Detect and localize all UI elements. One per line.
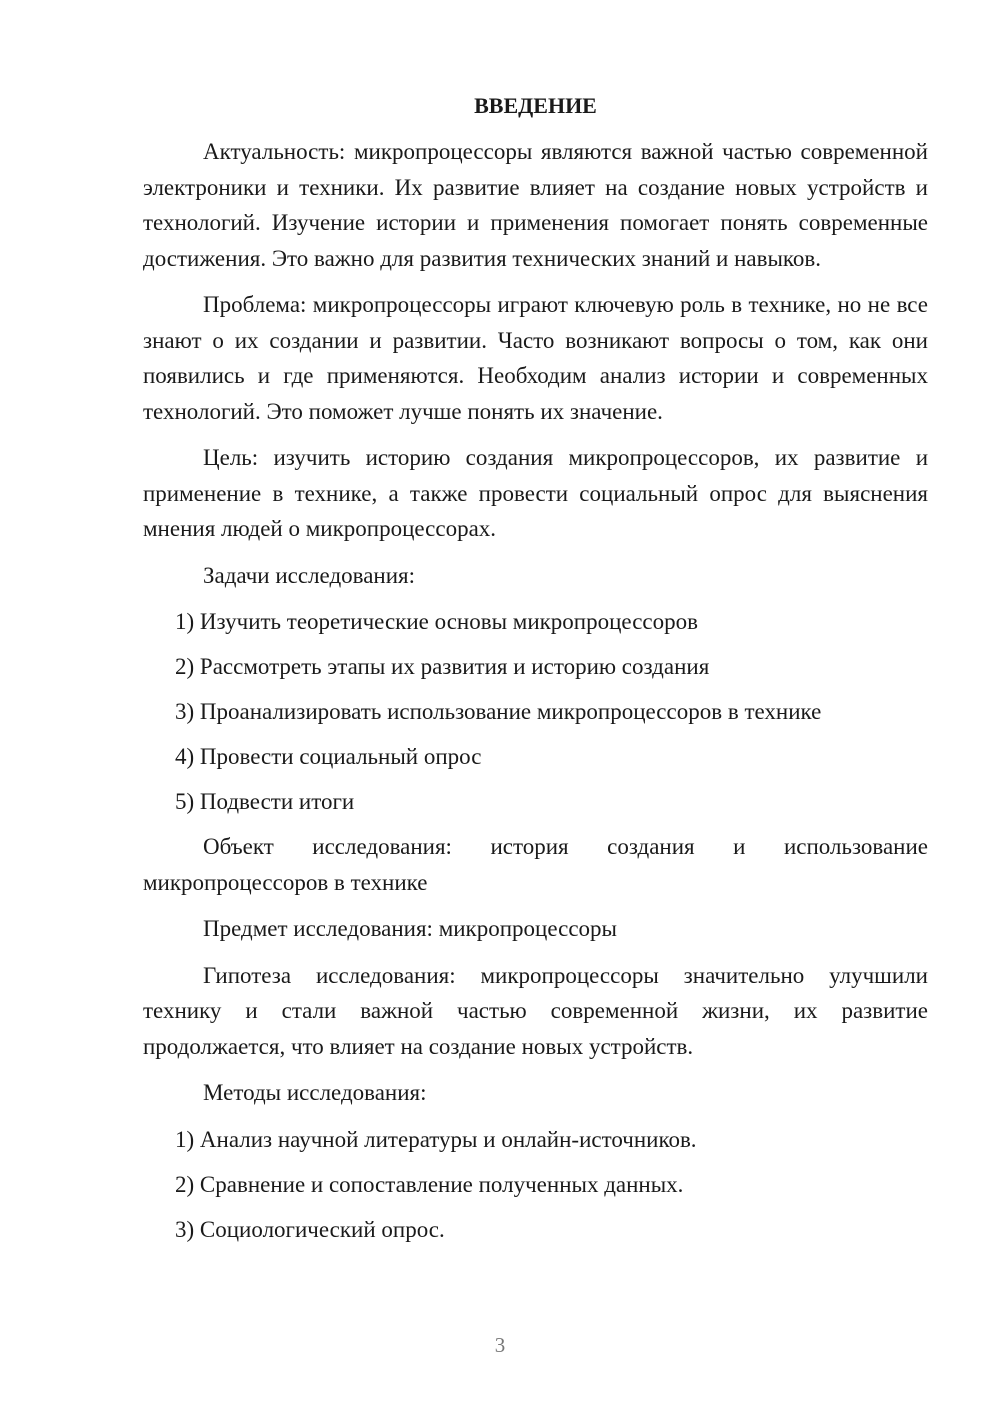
document-page — [143, 88, 928, 1257]
list-item: 2) Сравнение и сопоставление полученных данных. — [175, 1171, 684, 1197]
hypothesis-paragraph: Гипотеза исследования: микропроцессоры значительно улучшили технику и стали важной частью современной жизни, их развитие продолжается, что влияет на создание новых устройств. — [143, 962, 928, 1059]
tasks-list — [143, 604, 928, 820]
list-item: 3) Проанализировать использование микропроцессоров в технике — [175, 699, 822, 724]
problem-paragraph: Проблема: микропроцессоры играют ключевую роль в технике, но не все знают о их создании и развитии. Часто возникают вопросы о том, как они появились и где применяются. Необходим анализ истории и современных технологий. Это поможет лучше понять их значение. — [143, 292, 928, 424]
relevance-paragraph: Актуальность: микропроцессоры являются важной частью современной электроники и техники. Их развитие влияет на создание новых устройств и технологий. Изучение истории и применения помогает понять современные достижения. Это важно для развития технических знаний и навыков. — [143, 139, 928, 271]
page-number: 3 — [494, 1333, 506, 1357]
list-item: 3) Социологический опрос. — [175, 1216, 445, 1242]
object-paragraph: Объект исследования: история создания и использование микропроцессоров в технике — [143, 834, 928, 895]
tasks-title: Задачи исследования: — [203, 562, 416, 588]
page-heading: ВВЕДЕНИЕ — [474, 93, 597, 118]
list-item: 5) Подвести итоги — [175, 789, 355, 814]
subject-paragraph: Предмет исследования: микропроцессоры — [203, 916, 617, 941]
list-item: 4) Провести социальный опрос — [175, 744, 482, 769]
list-item: 1) Изучить теоретические основы микропроцессоров — [175, 609, 698, 634]
methods-title: Методы исследования: — [203, 1080, 427, 1105]
goal-paragraph: Цель: изучить историю создания микропроцессоров, их развитие и применение в технике, а также провести социальный опрос для выяснения мнения людей о микропроцессорах. — [143, 445, 928, 541]
methods-list — [143, 1122, 928, 1248]
list-item: 2) Рассмотреть этапы их развития и историю создания — [175, 654, 710, 679]
list-item: 1) Анализ научной литературы и онлайн-источников. — [175, 1126, 697, 1152]
